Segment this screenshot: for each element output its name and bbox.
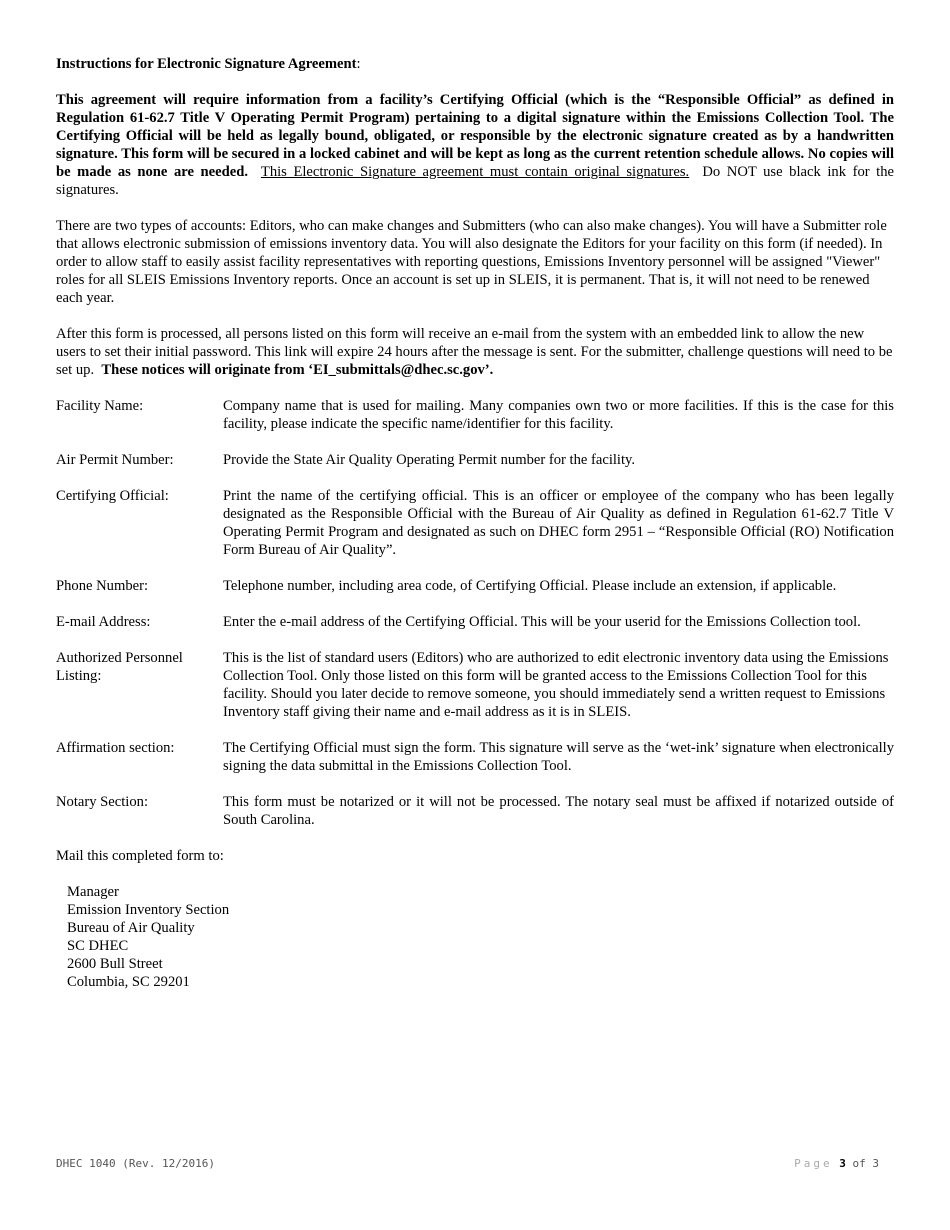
address-line: Emission Inventory Section [67, 902, 230, 918]
definition-term: Facility Name: [56, 398, 144, 414]
definition-description: Provide the State Air Quality Operating Permit number for the facility. [223, 452, 636, 468]
processing-paragraph [56, 325, 894, 379]
definition-term: Affirmation section: [56, 740, 175, 756]
definition-description: Print the name of the certifying official. This is an officer or employee of the company who has been legally designated as the Responsible Official with the Bureau of Air Quality as defined in Regulation 61-62.7 Title V Operating Permit Program and designated as such on DHEC form 2951 – “Responsible Official (RO) Notification Form Bureau of Air Quality”. [223, 488, 894, 558]
definition-term: E-mail Address: [56, 614, 151, 630]
definition-description: Telephone number, including area code, of Certifying Official. Please include an extension, if applicable. [223, 578, 837, 594]
page-indicator [794, 1157, 879, 1170]
definition-row-facility-name [56, 397, 894, 433]
address-line: 2600 Bull Street [67, 956, 163, 972]
definition-term: Certifying Official: [56, 488, 169, 504]
page-label: Page [794, 1157, 833, 1170]
definition-description: Company name that is used for mailing. Many companies own two or more facilities. If this is the case for this facility, please indicate the specific name/identifier for this facility. [223, 398, 894, 432]
definition-term: Phone Number: [56, 578, 149, 594]
processing-plain-text: After this form is processed, all persons listed on this form will receive an e-mail from the system with an embedded link to allow the new users to set their initial password. This link will expire 24 hours after the message is sent. For the submitter, challenge questions will need to be set up. [56, 326, 893, 378]
agreement-paragraph [56, 91, 894, 199]
definition-term: Notary Section: [56, 794, 149, 810]
agreement-plain-text: Do NOT use black ink for the signatures. [56, 164, 895, 198]
definition-description: The Certifying Official must sign the form. This signature will serve as the ‘wet-ink’ signature when electronically signing the data submittal in the Emissions Collection Tool. [223, 740, 894, 774]
definition-term: Authorized Personnel Listing: [56, 650, 183, 684]
agreement-underlined-text: This Electronic Signature agreement must contain original signatures. [260, 164, 690, 180]
mail-intro: Mail this completed form to: [56, 848, 224, 864]
definition-row-air-permit-number [56, 451, 894, 469]
address-line: Manager [67, 884, 119, 900]
definition-row-certifying-official [56, 487, 894, 559]
definition-row-email-address [56, 613, 894, 631]
page-total: of 3 [852, 1157, 879, 1170]
definition-term: Air Permit Number: [56, 452, 174, 468]
address-line: SC DHEC [67, 938, 129, 954]
definitions-list [56, 397, 894, 829]
definition-row-phone-number [56, 577, 894, 595]
address-line: Columbia, SC 29201 [67, 974, 190, 990]
heading-title: Instructions for Electronic Signature Agreement [56, 56, 357, 72]
definition-row-notary-section [56, 793, 894, 829]
instructions-heading [56, 55, 894, 73]
page-footer [56, 1157, 879, 1170]
definition-row-authorized-personnel [56, 649, 894, 721]
processing-bold-text: These notices will originate from ‘EI_submittals@dhec.sc.gov’. [101, 362, 494, 378]
definition-description: This is the list of standard users (Editors) who are authorized to edit electronic inventory data using the Emissions Collection Tool. Only those listed on this form will be granted access to the Emissions Collection Tool for this facility. Should you later decide to remove someone, you should immediately send a written request to Emissions Inventory staff giving their name and e-mail address as it is in SLEIS. [223, 650, 889, 720]
mailing-address [67, 883, 894, 991]
instructions-content [56, 55, 894, 991]
definition-row-affirmation-section [56, 739, 894, 775]
form-id: DHEC 1040 (Rev. 12/2016) [56, 1157, 215, 1170]
page-number: 3 [839, 1157, 846, 1170]
definition-description: Enter the e-mail address of the Certifying Official. This will be your userid for the Emissions Collection tool. [223, 614, 861, 630]
accounts-paragraph: There are two types of accounts: Editors, who can make changes and Submitters (who can also make changes). You will have a Submitter role that allows electronic submission of emissions inventory data. You will also designate the Editors for your facility on this form (if needed). In order to allow staff to easily assist facility representatives with reporting questions, Emissions Inventory personnel will be assigned "Viewer" roles for all SLEIS Emissions Inventory reports. Once an account is set up in SLEIS, it is permanent. That is, it will not need to be renewed each year. [56, 218, 887, 306]
definition-description: This form must be notarized or it will not be processed. The notary seal must be affixed if notarized outside of South Carolina. [223, 794, 894, 828]
heading-colon: : [356, 56, 361, 72]
address-line: Bureau of Air Quality [67, 920, 195, 936]
agreement-bold-text: This agreement will require information from a facility’s Certifying Official (which is the “Responsible Official” as defined in Regulation 61-62.7 Title V Operating Permit Program) pertaining to a digital signature within the Emissions Collection Tool. The Certifying Official will be held as legally bound, obligated, or responsible by the electronic signature created as by a handwritten signature. This form will be secured in a locked cabinet and will be kept as long as the current retention schedule allows. No copies will be made as none are needed. [56, 92, 894, 180]
